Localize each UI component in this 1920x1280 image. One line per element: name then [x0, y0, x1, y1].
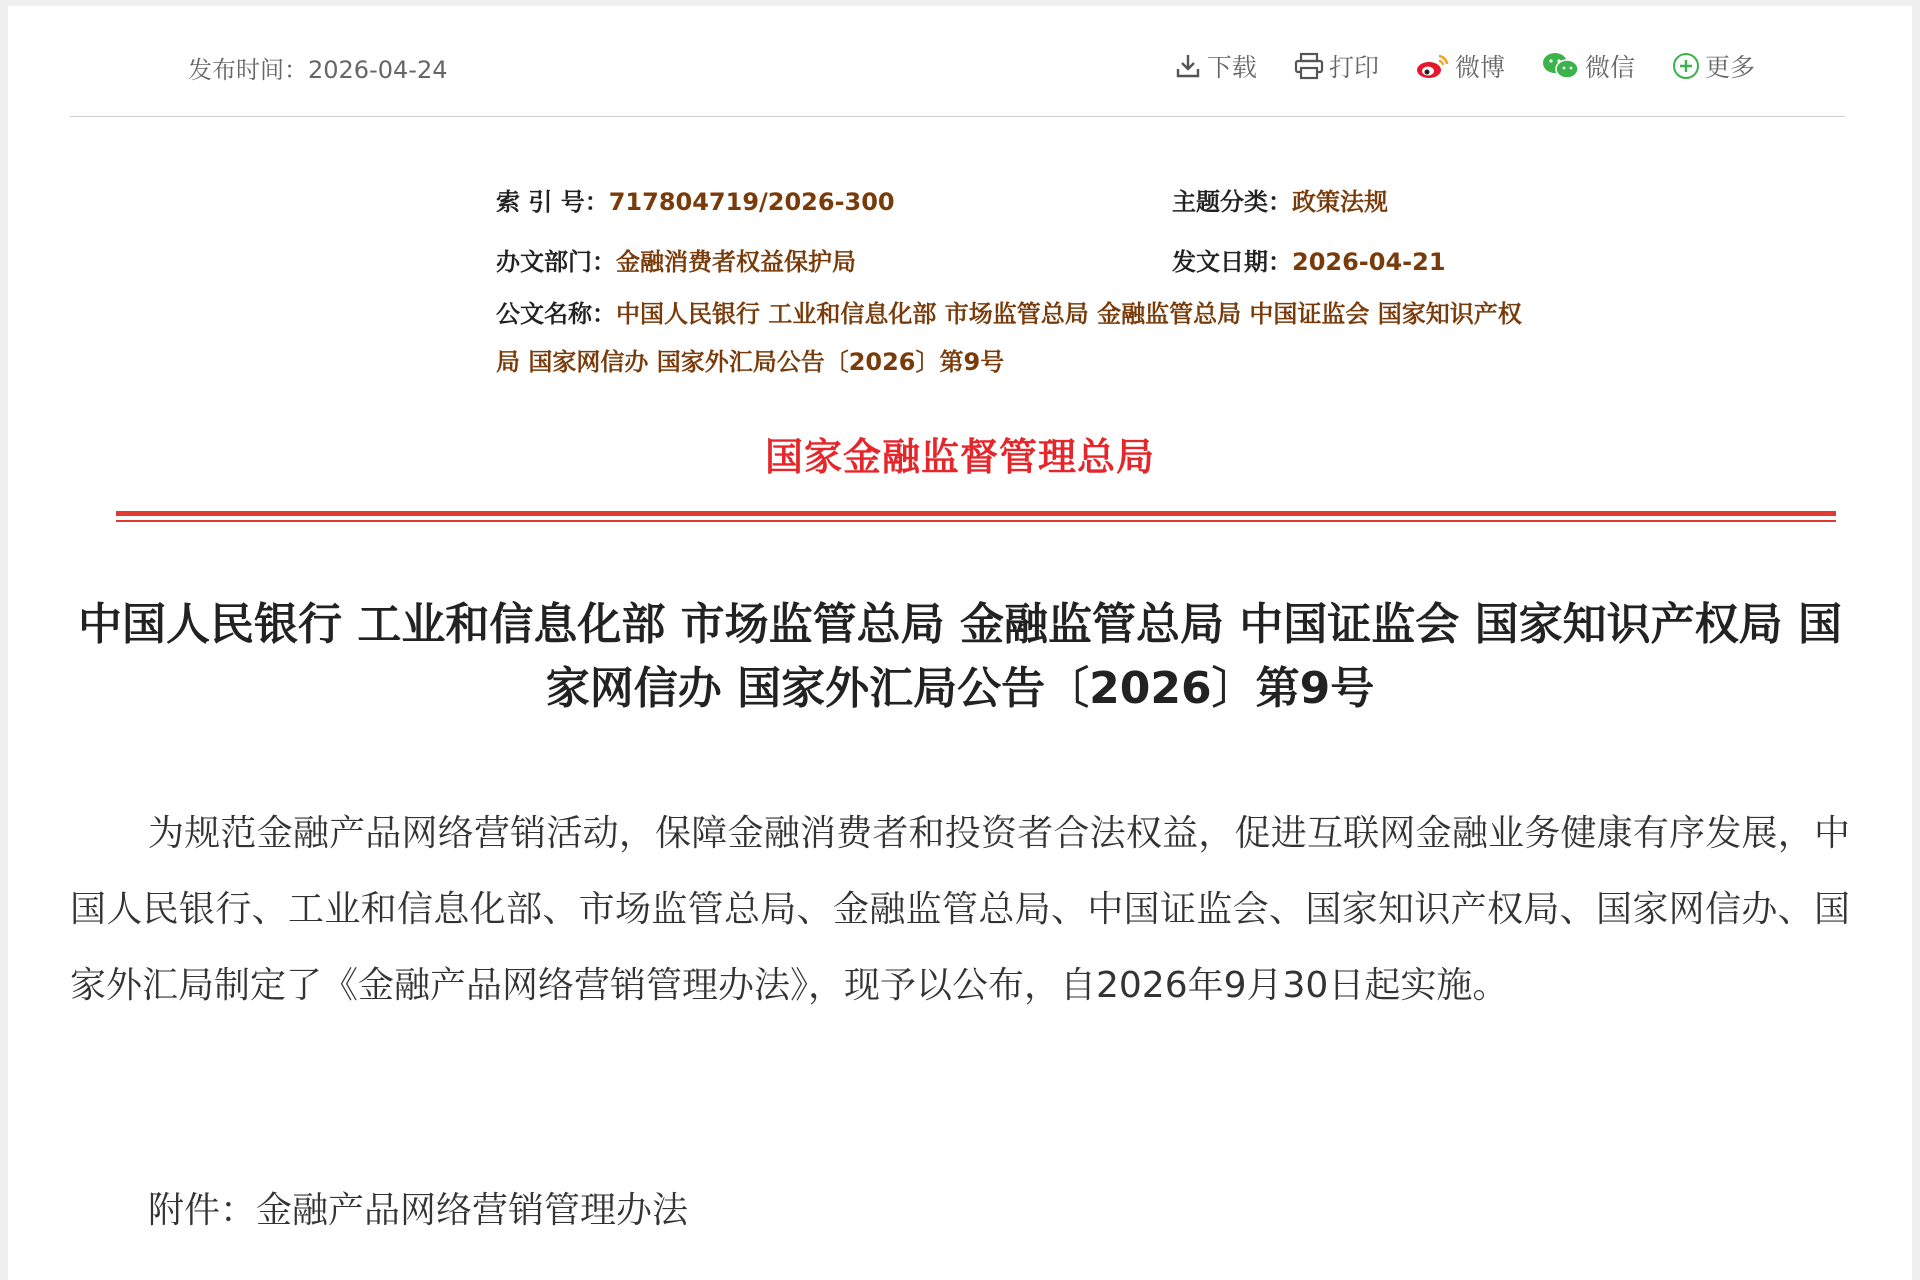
publish-info	[188, 50, 447, 85]
document-body: 为规范金融产品网络营销活动，保障金融消费者和投资者合法权益，促进互联网金融业务健康有序发展，中国人民银行、工业和信息化部、市场监管总局、金融监管总局、中国证监会、国家知识产权局、国家网信办、国家外汇局制定了《金融产品网络营销管理办法》，现予以公布，自2026年9月30日起实施。	[70, 813, 1850, 1006]
more-share-button[interactable]	[1671, 48, 1755, 84]
meta-topic-value: 政策法规	[1292, 188, 1388, 216]
print-icon	[1293, 51, 1325, 81]
plus-circle-icon	[1671, 51, 1701, 81]
red-divider-thick	[116, 511, 1836, 516]
meta-topic-row	[1172, 182, 1388, 217]
attachment-label: 附件：	[148, 1190, 257, 1231]
share-toolbar	[1137, 48, 1755, 84]
print-button[interactable]	[1293, 48, 1379, 84]
print-label: 打印	[1328, 53, 1379, 82]
wechat-label: 微信	[1584, 53, 1635, 82]
meta-index-label: 索 引 号：	[496, 188, 609, 216]
more-label: 更多	[1704, 53, 1755, 82]
publish-date: 2026-04-24	[308, 56, 448, 84]
wechat-icon	[1541, 51, 1581, 81]
top-bar	[70, 6, 1845, 117]
weibo-icon	[1415, 51, 1451, 81]
meta-name-row	[496, 290, 1536, 386]
meta-date-label: 发文日期：	[1172, 248, 1292, 276]
attachment-link[interactable]: 金融产品网络营销管理办法	[256, 1190, 689, 1231]
publish-label: 发布时间：	[188, 56, 308, 84]
wechat-share-button[interactable]	[1541, 48, 1635, 84]
meta-dept-label: 办文部门：	[496, 248, 616, 276]
meta-index-row	[496, 182, 895, 217]
meta-name-value: 中国人民银行 工业和信息化部 市场监管总局 金融监管总局 中国证监会 国家知识产权局 国家网信办 国家外汇局公告〔2026〕第9号	[496, 300, 1522, 376]
red-divider-thin	[116, 520, 1836, 522]
meta-index-value: 717804719/2026-300	[608, 188, 895, 216]
meta-dept-value: 金融消费者权益保护局	[616, 248, 856, 276]
meta-dept-row	[496, 242, 856, 277]
meta-date-row	[1172, 242, 1446, 277]
download-icon	[1173, 51, 1203, 81]
meta-date-value: 2026-04-21	[1292, 248, 1446, 276]
meta-name-label: 公文名称：	[496, 300, 616, 328]
attachment-line	[148, 1182, 688, 1233]
weibo-share-button[interactable]	[1415, 48, 1505, 84]
download-button[interactable]	[1173, 48, 1257, 84]
page	[8, 6, 1912, 1280]
document-title: 中国人民银行 工业和信息化部 市场监管总局 金融监管总局 中国证监会 国家知识产权局 国家网信办 国家外汇局公告〔2026〕第9号	[78, 599, 1842, 714]
agency-header: 国家金融监督管理总局	[764, 435, 1155, 479]
meta-topic-label: 主题分类：	[1172, 188, 1292, 216]
weibo-label: 微博	[1454, 53, 1505, 82]
download-label: 下载	[1206, 53, 1257, 82]
